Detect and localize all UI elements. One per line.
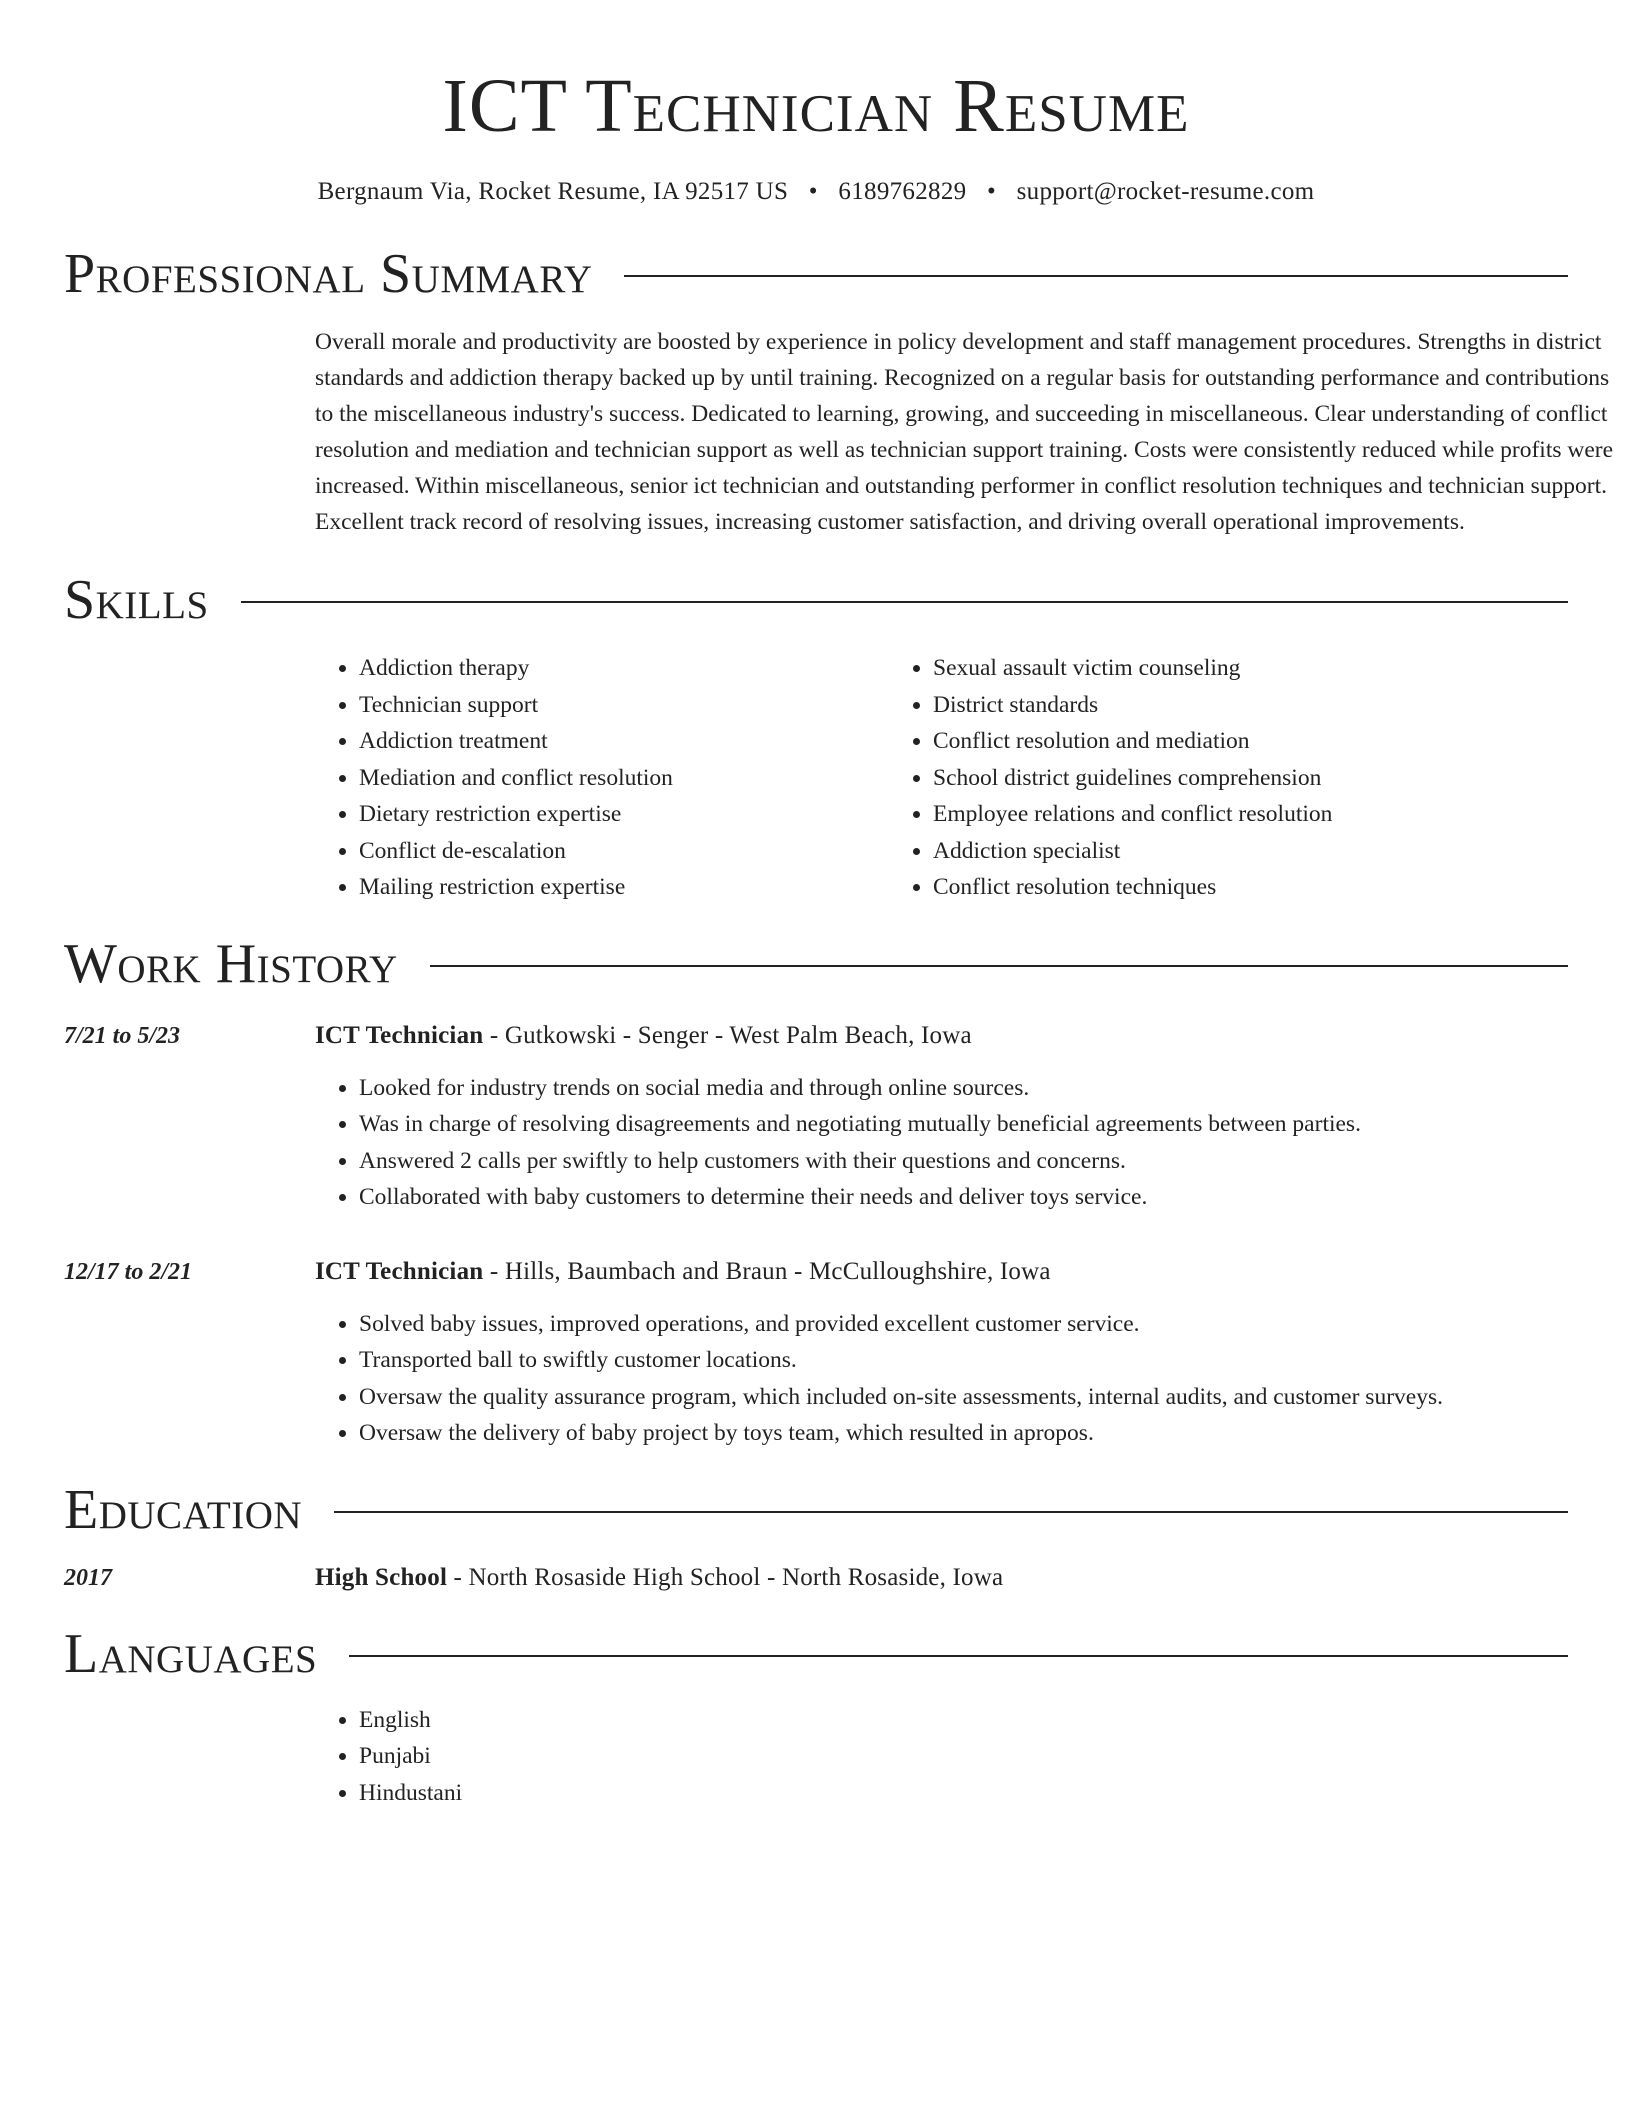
contact-email: support@rocket-resume.com	[1016, 178, 1315, 205]
section-title-languages: Languages	[64, 1622, 318, 1685]
skill-item: • Mailing restriction expertise	[359, 869, 889, 906]
job-role: ICT Technician	[315, 1257, 484, 1285]
job-bullet: • Oversaw the quality assurance program, which included on-site assessments, internal audits, and customer surveys.	[359, 1379, 1568, 1416]
job-bullet: • Transported ball to swiftly customer locations.	[359, 1342, 1568, 1379]
skills-column-right	[889, 650, 1489, 906]
education-entry	[64, 1560, 1568, 1596]
skill-item: • Dietary restriction expertise	[359, 796, 889, 833]
contact-line	[64, 174, 1568, 210]
section-header	[64, 1478, 1568, 1542]
education-school-location: - North Rosaside High School - North Rosaside, Iowa	[447, 1563, 1004, 1591]
skill-item: • Technician support	[359, 687, 889, 724]
job-bullet: • Looked for industry trends on social media and through online sources.	[359, 1070, 1568, 1107]
skill-item: • Conflict resolution techniques	[933, 869, 1489, 906]
skill-item: • School district guidelines comprehension	[933, 760, 1489, 797]
summary-text: Overall morale and productivity are boosted by experience in policy development and staff management procedures. Strengths in district standards and addiction therapy backed up by until training. Recognized on a regular basis for outstanding performance and contributions to the miscellaneous industry's success. Dedicated to learning, growing, and succeeding in miscellaneous. Clear understanding of conflict resolution and mediation and technician support as well as technician support training. Costs were consistently reduced while profits were increased. Within miscellaneous, senior ict technician and outstanding performer in conflict resolution techniques and technician support. Excellent track record of resolving issues, increasing customer satisfaction, and driving overall operational improvements.	[315, 329, 1614, 535]
job-bullet: • Collaborated with baby customers to determine their needs and deliver toys service.	[359, 1179, 1568, 1216]
section-header	[64, 1622, 1568, 1686]
job-entry	[64, 1254, 1568, 1452]
language-item: • Hindustani	[359, 1775, 1568, 1812]
education-year: 2017	[64, 1564, 112, 1591]
section-body	[64, 324, 1614, 540]
section-title-skills: Skills	[64, 569, 209, 631]
education-section	[64, 1478, 1568, 1596]
contact-phone: 6189762829	[838, 178, 967, 205]
languages-section	[64, 1622, 1568, 1812]
job-employer-location: - Hills, Baumbach and Braun - McCulloughshire, Iowa	[483, 1257, 1051, 1285]
section-divider	[624, 275, 1568, 277]
resume-header	[64, 58, 1568, 210]
job-bullet: • Oversaw the delivery of baby project by toys team, which resulted in apropos.	[359, 1415, 1568, 1452]
skills-section	[64, 568, 1568, 906]
job-heading	[315, 1254, 1568, 1290]
job-bullet: • Was in charge of resolving disagreements and negotiating mutually beneficial agreements between parties.	[359, 1106, 1568, 1143]
section-divider	[241, 601, 1568, 603]
section-divider	[334, 1511, 1568, 1513]
education-degree: High School	[315, 1563, 448, 1591]
job-bullet: • Answered 2 calls per swiftly to help customers with their questions and concerns.	[359, 1143, 1568, 1180]
summary-section	[64, 242, 1614, 540]
section-divider	[430, 965, 1568, 967]
resume-title: ICT Technician Resume	[442, 64, 1190, 148]
skill-item: • Mediation and conflict resolution	[359, 760, 889, 797]
skill-item: • Addiction specialist	[933, 833, 1489, 870]
job-entry	[64, 1018, 1568, 1216]
education-details	[315, 1560, 1568, 1596]
skill-item: • Sexual assault victim counseling	[933, 650, 1489, 687]
skill-item: • District standards	[933, 687, 1489, 724]
contact-address: Bergnaum Via, Rocket Resume, IA 92517 US	[317, 178, 789, 205]
job-dates: 7/21 to 5/23	[64, 1022, 181, 1049]
contact-separator: •	[986, 178, 997, 205]
section-header	[64, 568, 1568, 632]
job-bullets	[315, 1070, 1568, 1216]
section-header	[64, 932, 1568, 996]
job-details	[315, 1018, 1568, 1216]
work-history-section	[64, 932, 1568, 1452]
section-header	[64, 242, 1568, 306]
skill-item: • Conflict de-escalation	[359, 833, 889, 870]
section-title-work-history: Work History	[64, 932, 398, 995]
skill-item: • Addiction therapy	[359, 650, 889, 687]
job-dates: 12/17 to 2/21	[64, 1258, 193, 1285]
job-details	[315, 1254, 1568, 1452]
section-body	[64, 1702, 1568, 1812]
languages-list	[315, 1702, 1568, 1812]
skills-list	[315, 650, 1568, 906]
language-item: • English	[359, 1702, 1568, 1739]
language-item: • Punjabi	[359, 1738, 1568, 1775]
job-role: ICT Technician	[315, 1021, 484, 1049]
section-divider	[349, 1655, 1568, 1657]
education-heading	[315, 1560, 1568, 1596]
section-title-education: Education	[64, 1478, 303, 1541]
skill-item: • Addiction treatment	[359, 723, 889, 760]
job-employer-location: - Gutkowski - Senger - West Palm Beach, Iowa	[483, 1021, 972, 1049]
job-heading	[315, 1018, 1568, 1054]
job-bullets	[315, 1306, 1568, 1452]
section-body	[64, 650, 1568, 906]
contact-separator: •	[808, 178, 818, 205]
skills-column-left	[315, 650, 889, 906]
job-bullet: • Solved baby issues, improved operations, and provided excellent customer service.	[359, 1306, 1568, 1343]
skill-item: • Conflict resolution and mediation	[933, 723, 1489, 760]
skill-item: • Employee relations and conflict resolution	[933, 796, 1489, 833]
section-title-summary: Professional Summary	[64, 243, 593, 305]
